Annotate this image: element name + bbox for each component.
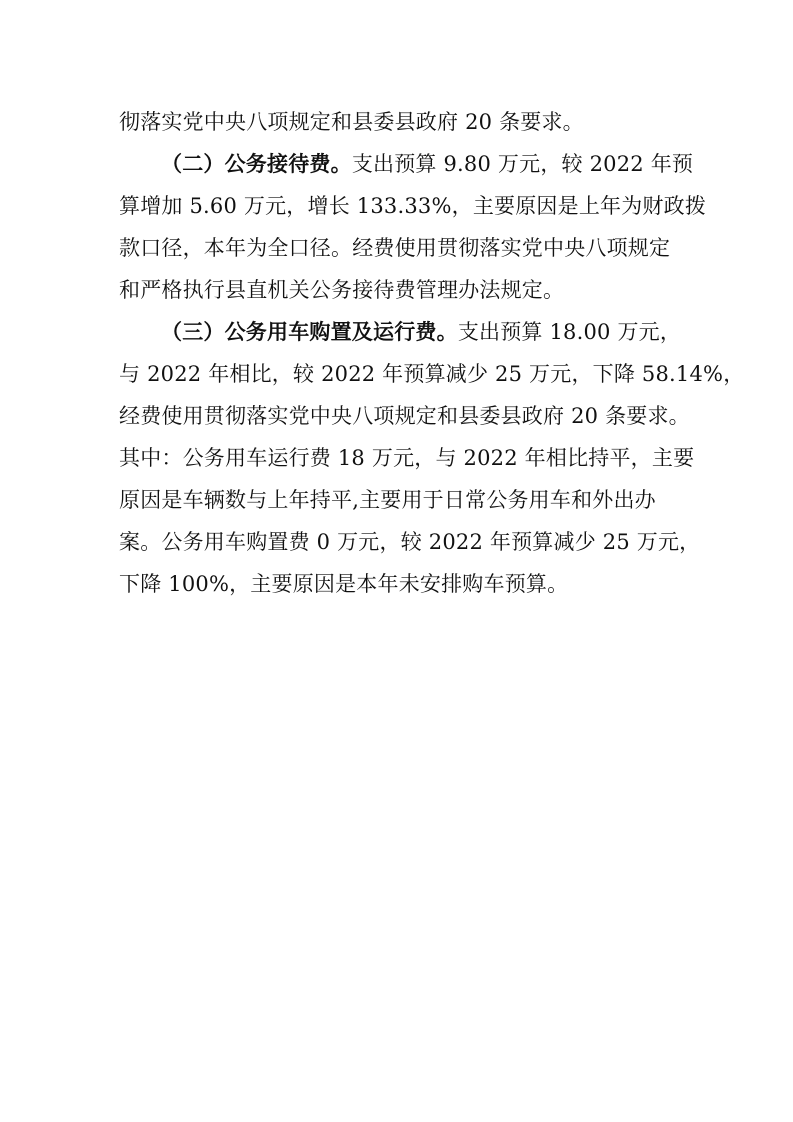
paragraph-line: 下降 100%，主要原因是本年未安排购车预算。 bbox=[119, 572, 569, 596]
section2-first-line bbox=[119, 143, 694, 185]
section2-first-line-text: 支出预算 9.80 万元，较 2022 年预 bbox=[351, 152, 694, 176]
section3-first-line bbox=[119, 311, 681, 353]
paragraph-line: 彻落实党中央八项规定和县委县政府 20 条要求。 bbox=[119, 110, 584, 134]
section3-first-line-text: 支出预算 18.00 万元， bbox=[457, 320, 682, 344]
paragraph-line: 其中：公务用车运行费 18 万元，与 2022 年相比持平，主要 bbox=[119, 446, 695, 470]
paragraph-line: 款口径，本年为全口径。经费使用贯彻落实党中央八项规定 bbox=[119, 236, 671, 260]
document-body bbox=[119, 101, 745, 605]
paragraph-line: 案。公务用车购置费 0 万元，较 2022 年预算减少 25 万元， bbox=[119, 530, 701, 554]
paragraph-line: 经费使用贯彻落实党中央八项规定和县委县政府 20 条要求。 bbox=[119, 404, 690, 428]
paragraph-line: 原因是车辆数与上年持平,主要用于日常公务用车和外出办 bbox=[119, 488, 656, 512]
paragraph-line: 与 2022 年相比，较 2022 年预算减少 25 万元，下降 58.14%， bbox=[119, 362, 745, 386]
section2-heading: （二）公务接待费。 bbox=[161, 152, 352, 176]
paragraph-line: 算增加 5.60 万元，增长 133.33%，主要原因是上年为财政拨 bbox=[119, 194, 707, 218]
section3-heading: （三）公务用车购置及运行费。 bbox=[161, 320, 458, 344]
paragraph-line: 和严格执行县直机关公务接待费管理办法规定。 bbox=[119, 278, 565, 302]
